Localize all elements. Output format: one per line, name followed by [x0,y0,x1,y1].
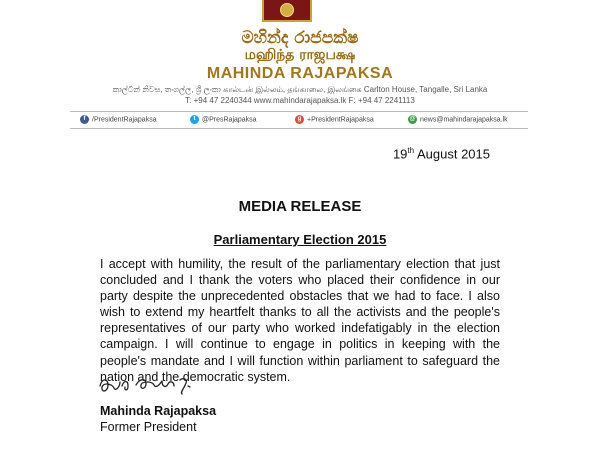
name-tamil: மஹிந்த ராஜபக்ஷ [244,47,356,63]
email-icon: @ [409,116,416,122]
name-sinhala: මහින්ද රාජපක්ෂ [241,28,359,48]
social-email[interactable] [408,115,508,125]
twitter-handle: @PresRajapaksa [202,116,257,124]
date-month-year: August 2015 [414,146,490,162]
release-date [393,146,490,161]
handwritten-signature [96,372,206,400]
date-day: 19 [392,146,408,162]
social-google-plus[interactable] [295,115,374,125]
signer-name: Mahinda Rajapaksa [100,404,217,418]
social-facebook[interactable] [80,115,157,125]
social-twitter[interactable] [190,115,257,125]
release-body: I accept with humility, the result of the parliamentary election that just concluded and I thank the voters who placed their confidence in our party despite the unprecedented obstacles that we had to face. I also wish to extend my heartfelt thanks to all the activists and the people's representatives of our party who worked indefatigably in the election campaign. I will continue to engage in politics in keeping with the people's mandate and I will function within parliament to safeguard the nation and the democratic system. [100,257,500,384]
facebook-icon: f [80,115,89,124]
google-plus-handle: +PresidentRajapaksa [307,116,374,124]
address-line: කාල්ටන් නිවස, තංගල්ල, ශ්‍රී ලංකා கால்டன் இல்லம், தங்காலை, இலங்கை Carlton House, Tangalle, Sri Lanka [112,85,488,94]
email-address: news@mahindarajapaksa.lk [420,116,508,124]
contact-line: T: +94 47 2240344 www.mahindarajapaksa.lk F: +94 47 2241113 [185,96,415,105]
document-title: MEDIA RELEASE [238,198,362,215]
twitter-icon: t [190,115,199,124]
social-bar [70,111,528,129]
name-english: MAHINDA RAJAPAKSA [206,65,394,82]
facebook-handle: /PresidentRajapaksa [92,116,157,124]
signer-role: Former President [100,420,197,434]
date-suffix: th [407,146,415,155]
emblem-seal-icon [280,3,294,17]
google-plus-icon: g [295,115,304,124]
party-emblem [262,0,312,22]
document-subtitle: Parliamentary Election 2015 [213,232,387,247]
